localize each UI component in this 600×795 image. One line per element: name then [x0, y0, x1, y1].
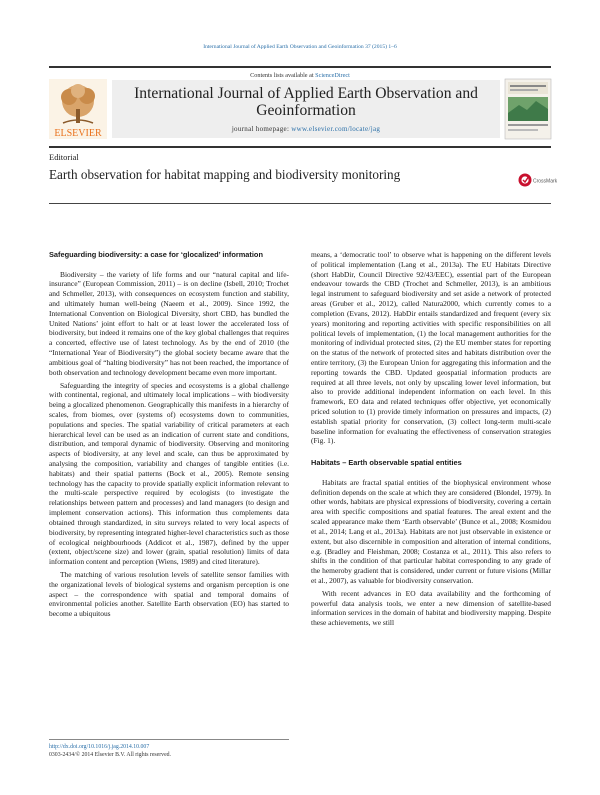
paragraph: Habitats are fractal spatial entities of the biophysical environment whose definition depends on the scale at which they are considered (Blondel, 1979). In other words, habitats are physical expressions of biodiversity, covering a certain area with specific compositions and spatial features. The areal extent and the scaled appearance make them ‘Earth observable’ (Bunce et al., 2008; Kosmidou et al., 2014; Lang et al., 2013a). Habitats are not just observable in existence or extent, but also discernible in composition and alteration of internal conditions, e.g. (Bradley and Fleishman, 2008; Costanza et al., 2011). This also refers to shifts in the condition of that particular habitat corresponding to any grade of the hemeroby gradient that is considered, under current or future visions (Millar et al., 2007), as valuable for biodiversity conservation.: [311, 477, 551, 585]
footer-rule: [49, 739, 289, 740]
doi-link[interactable]: http://dx.doi.org/10.1016/j.jag.2014.10.007: [49, 744, 150, 750]
homepage-link[interactable]: www.elsevier.com/locate/jag: [291, 125, 381, 133]
copyright-line: 0303-2434/© 2014 Elsevier B.V. All rights reserved.: [49, 752, 171, 758]
contents-prefix: Contents lists available at: [250, 72, 316, 79]
crossmark-label: CrossMark: [533, 178, 558, 185]
journal-cover-thumbnail[interactable]: [505, 79, 551, 139]
elsevier-tree-icon: [49, 79, 107, 139]
paragraph: With recent advances in EO data availability and the forthcoming of powerful data analysis tools, we enter a new dimension of satellite-based information services in the domain of habitat and biodiversity mapping. Despite these achievements, we still: [311, 588, 551, 628]
article-section-label: Editorial: [49, 152, 79, 162]
crossmark-icon: [518, 172, 558, 188]
paragraph: means, a ‘democratic tool’ to observe what is happening on the different levels of political implementation (Lang et al., 2013a). The EU Habitats Directive (short HabDir, Council Directive 92/43/EEC), essential part of the European endeavour towards the CBD (Trochet and Schmeller, 2013), is an ambitious legal instrument to safeguard biodiversity and set aside a network of protected areas (Gruber et al., 2012), called Natura2000, which currently comes to a completion (Evans, 2012). HabDir entails standardized and frequent (every six years) monitoring and reporting activities with specific responsibilities on all political levels of implementation, (1) the local management authorities for the monitoring of individual protected sites, (2) the EU member states for reporting on the status of the network of protected sites and habitats distribution over the entire territory, (3) the European Union for aggregating this information and the reporting towards the CBD. Updated geospatial information products are required at all three levels, not only by upscaling lower level information, but also to provide additional independent information on each level. In this framework, EO data and related techniques offer objective, yet economically priced solution to (1) provide timely information on pressures and impacts, (2) establish spatial priority for conservation, (3) collect long-term multi-scale baseline information for evaluating the effectiveness of conservation strategies (Fig. 1).: [311, 250, 551, 446]
paragraph: The matching of various resolution levels of satellite sensor families with the organizational levels of biological systems and organism perception is one aspect – the correspondence with spatial and temporal domains of environmental policies another. Satellite Earth observation (EO) has started to become a ubiquitous: [49, 569, 289, 619]
journal-homepage: [112, 125, 500, 133]
right-column: [311, 250, 551, 628]
article-title: Earth observation for habitat mapping and biodiversity monitoring: [49, 167, 401, 182]
journal-reference[interactable]: International Journal of Applied Earth Observation and Geoinformation 37 (2015) 1–6: [203, 44, 397, 50]
contents-line: [0, 72, 600, 79]
title-divider: [49, 203, 551, 204]
header-top-rule: [49, 66, 551, 68]
section-heading-habitats: Habitats – Earth observable spatial entities: [311, 458, 462, 468]
crossmark-badge[interactable]: [518, 172, 558, 188]
elsevier-wordmark: ELSEVIER: [54, 128, 102, 139]
left-column: [49, 250, 289, 619]
journal-title: International Journal of Applied Earth Observation and Geoinformation: [134, 85, 478, 119]
paragraph: Biodiversity – the variety of life forms and our “natural capital and life-insurance” (European Commission, 2011) – is on decline (Isbell, 2010; Trochet and Schmeller, 2013), with consequences on ecosystem function and stability, and ultimately human well-being (Naeem et al., 2009). Since 1992, the International Convention on Biological Diversity, short CBD, has bundled the United Nations’ joint effort to halt or at least lower the accelerated loss of biodiversity, but indeed it remains one of the key global challenges that requires a concerted, effective use of latest technology. As by the end of 2010 (the “International Year of Biodiversity”) the global society became aware that the ambitious goal of “halting biodiversity” has not been reached, the importance of both observation and technology development became even more important.: [49, 269, 289, 377]
journal-cover-icon: [505, 79, 551, 139]
homepage-prefix: journal homepage:: [231, 125, 292, 133]
header-bottom-rule: [49, 146, 551, 148]
elsevier-logo[interactable]: [49, 79, 107, 139]
sciencedirect-link[interactable]: ScienceDirect: [315, 72, 350, 79]
paragraph: Safeguarding the integrity of species and ecosystems is a global challenge with continental, regional, and ultimately local implications – with biodiversity being a glocalized phenomenon. Geographically this manifests in a hierarchy of scales, from biomes, over (systems of) ecosystems down to communities, populations and species. The spatial variability of critical parameters at each hierarchical level can be used as an indication of current state and conditions, distribution, and temporal dynamic of biodiversity. Observing and monitoring aspects of biodiversity, at any level and scale, can thus be approximated by analysing the composition, variability and changes of tangible entities (i.e. habitats) and their spatial patterns (Bock et al., 2005). Remote sensing technology has the capacity to provide spatially explicit information relevant to the multi-scale perspective required by ecologists (to investigate the relationships between pattern and processes) and land managers (to design and implement conservation actions). This information thus complements data obtained through standardized, in situ surveys related to very local aspects of biodiversity, by representing integrated higher-level characteristics such as those of ecological neighbourhoods (Addicot et al., 1987), defined by the upper (extent, object/scene size) and lower (grain, spatial resolution) limits of data information content and perception (Wiens, 1989) and cited literature).: [49, 380, 289, 567]
section-heading-safeguarding: Safeguarding biodiversity: a case for ‘glocalized’ information: [49, 250, 263, 259]
footer: [49, 743, 289, 759]
